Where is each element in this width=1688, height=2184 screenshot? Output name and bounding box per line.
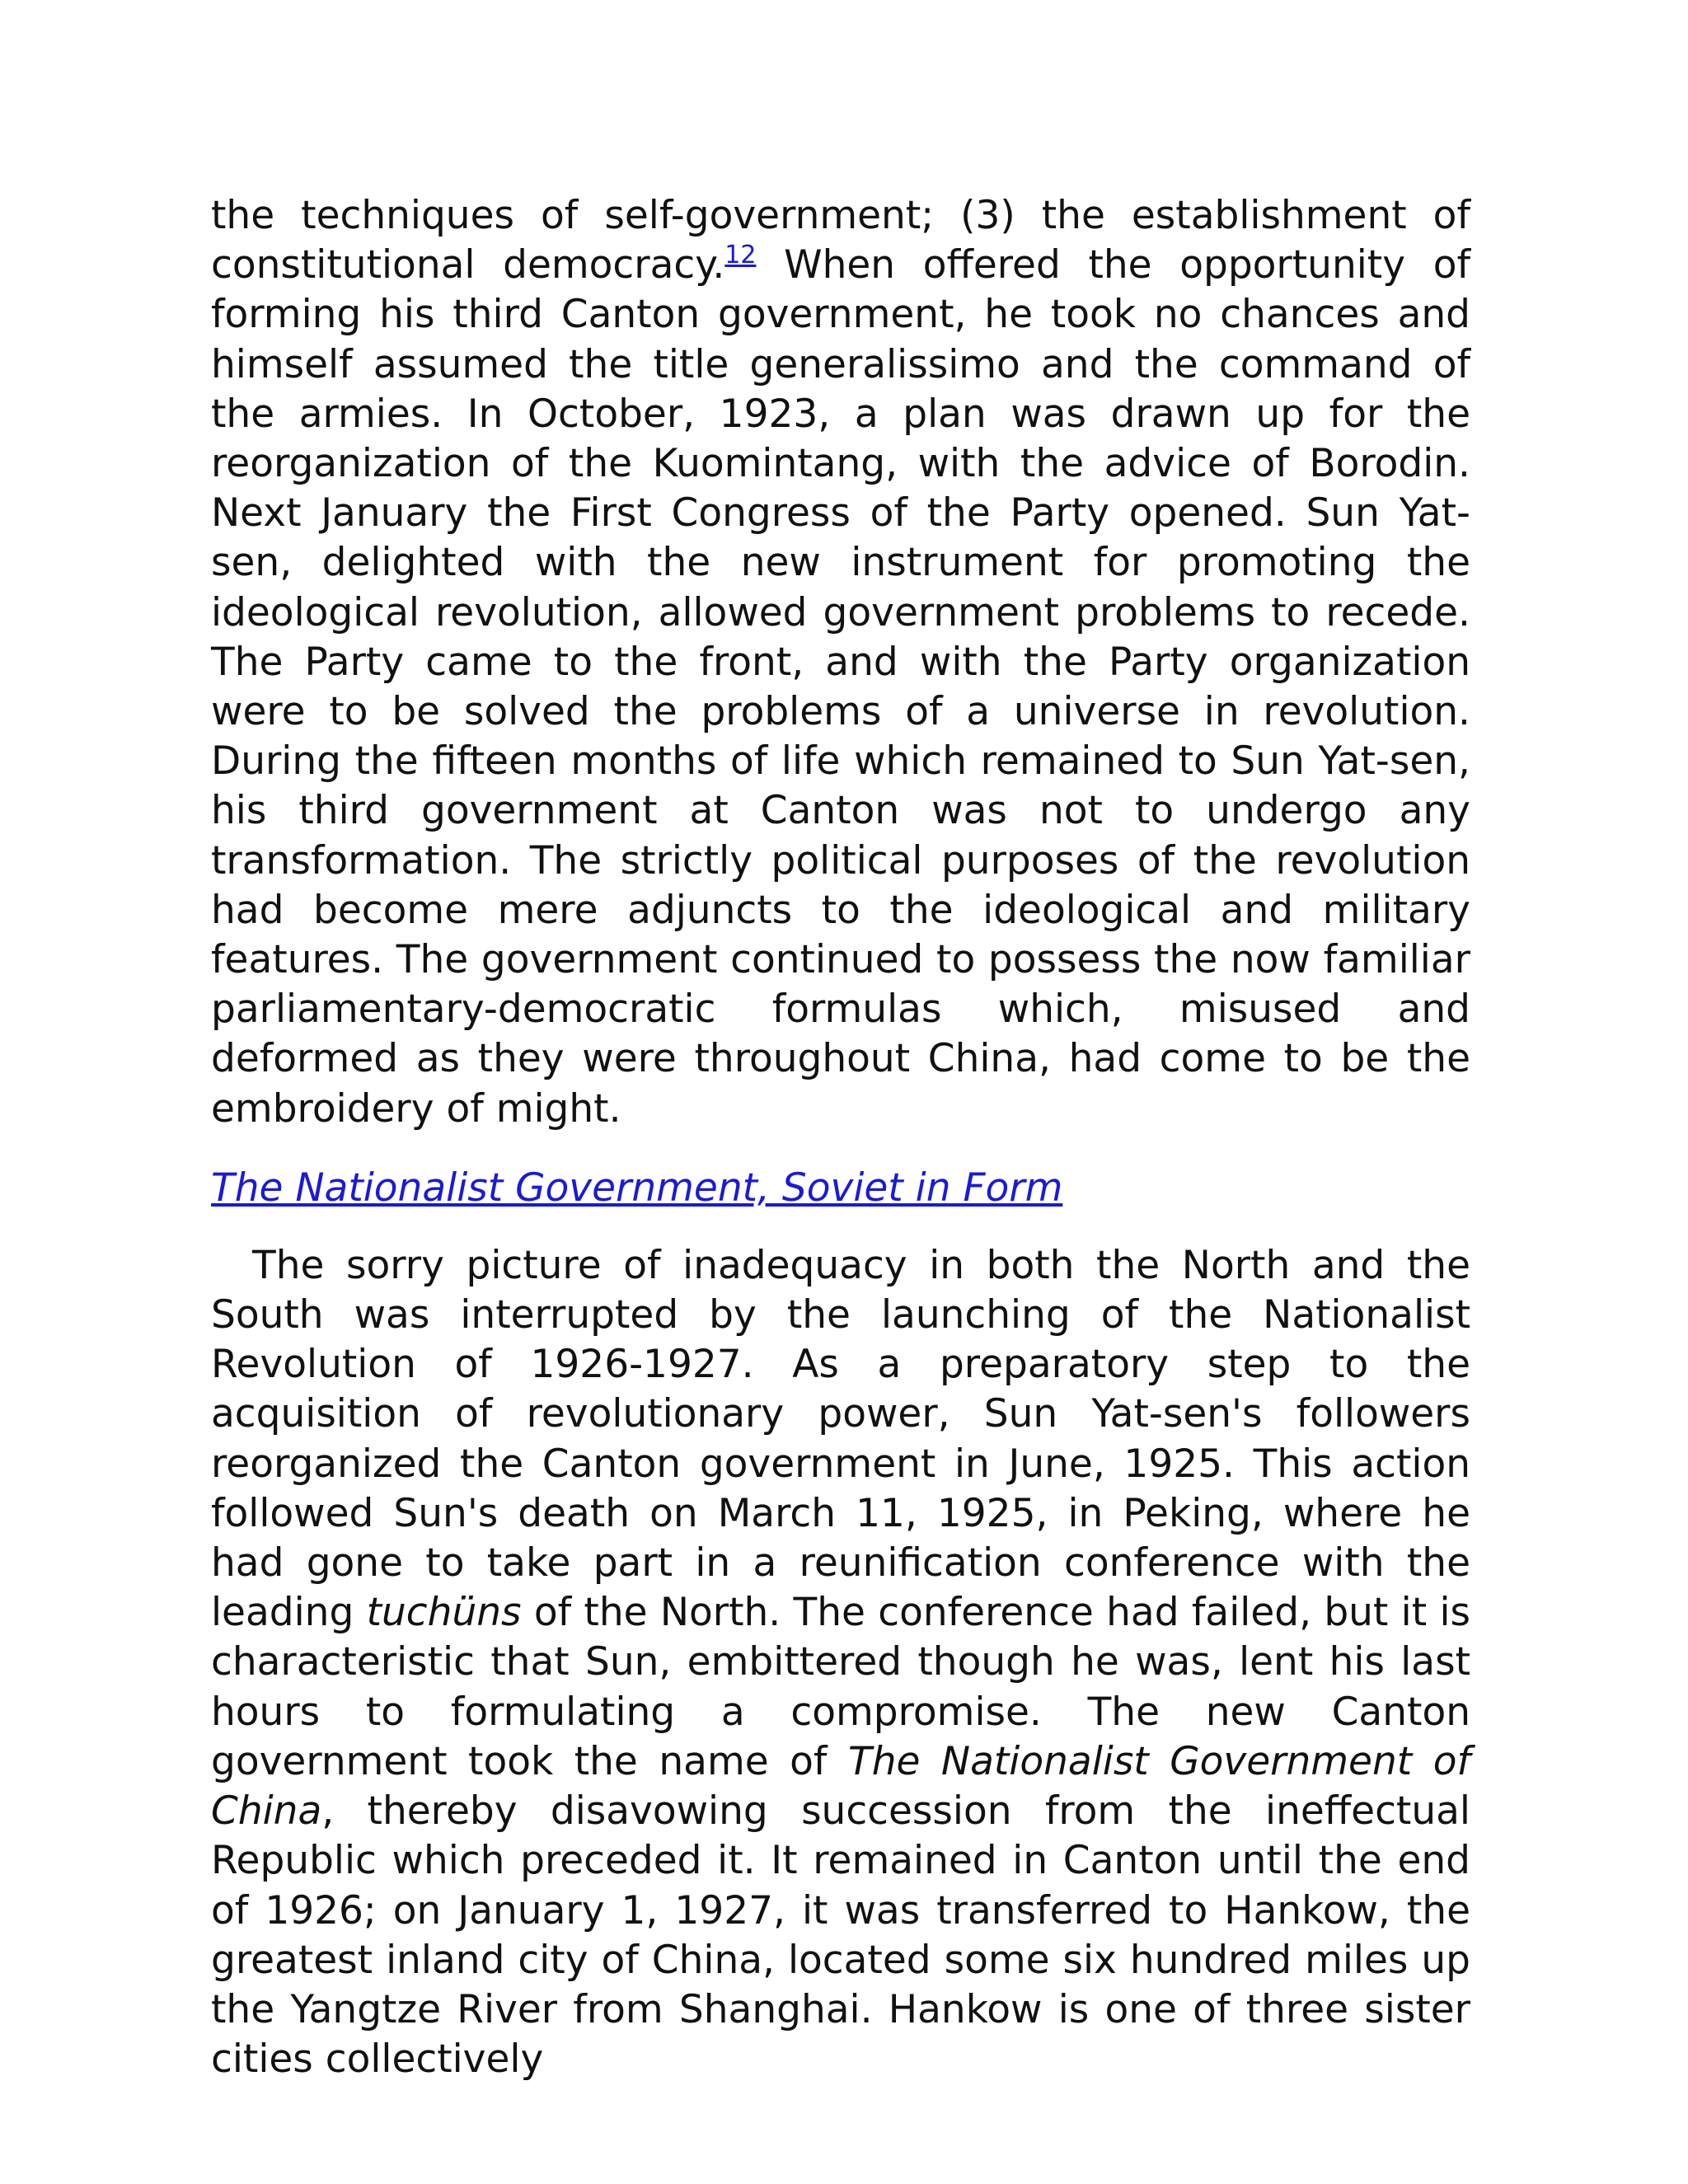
government-name: The Nationalist Government of China xyxy=(211,1738,1470,1835)
term-tuchuns: tuchüns xyxy=(366,1590,522,1636)
paragraph-2 xyxy=(211,1241,1470,2084)
page-body xyxy=(211,191,1470,2084)
paragraph-1-text-a: the techniques of self-government; (3) the establishment of constitutional democracy. xyxy=(211,193,1470,288)
section-heading-link[interactable]: The Nationalist Government, Soviet in Form xyxy=(211,1165,1063,1211)
paragraph-1-text-b: When offered the opportunity of forming his third Canton government, he took no chances and himself assumed the title generalissimo and the command of the armies. In October, 1923, a plan was drawn up for the reorganization of the Kuomintang, with the advice of Borodin. Next January the First Congress of the Party opened. Sun Yat-sen, delighted with the new instrument for promoting the ideological revolution, allowed government problems to recede. The Party came to the front, and with the Party organization were to be solved the problems of a universe in revolution. During the fifteen months of life which remained to Sun Yat-sen, his third government at Canton was not to undergo any transformation. The strictly political purposes of the revolution had become mere adjuncts to the ideological and military features. The government continued to possess the now familiar parliamentary-democratic formulas which, misused and deformed as they were throughout China, had come to be the embroidery of might. xyxy=(211,242,1470,1132)
paragraph-1 xyxy=(211,191,1470,1134)
paragraph-2-text-b: of the North. The conference had failed, but it is characteristic that Sun, embittered though he was, lent his last hours to formulating a compromise. The new Canton government took the name of xyxy=(211,1590,1470,1784)
paragraph-2-text-a: The sorry picture of inadequacy in both the North and the South was interrupted by the launching of the Nationalist Revolution of 1926-1927. As a preparatory step to the acquisition of revolutionary power, Sun Yat-sen's followers reorganized the Canton government in June, 1925. This action followed Sun's death on March 11, 1925, in Peking, where he had gone to take part in a reunification conference with the leading xyxy=(211,1242,1470,1636)
section-heading xyxy=(211,1164,1470,1213)
paragraph-2-text-c: , thereby disavowing succession from the ineffectual Republic which preceded it. It remained in Canton until the end of 1926; on January 1, 1927, it was transferred to Hankow, the greatest inland city of China, located some six hundred miles up the Yangtze River from Shanghai. Hankow is one of three sister cities collectively xyxy=(211,1788,1470,2083)
footnote-ref-12 xyxy=(724,241,756,269)
footnote-link-12[interactable]: 12 xyxy=(724,241,757,270)
